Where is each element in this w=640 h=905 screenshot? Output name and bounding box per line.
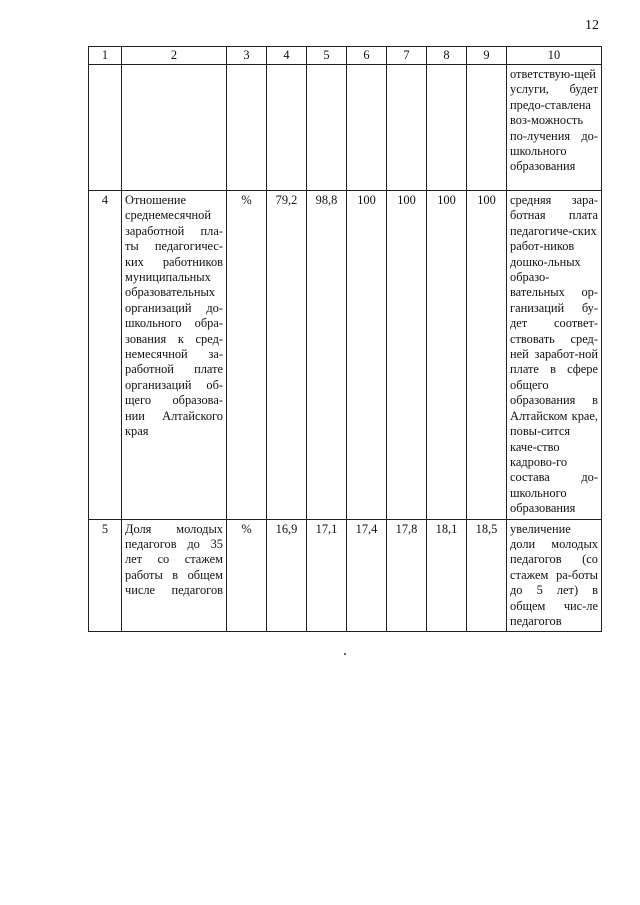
value-cell [347, 65, 387, 191]
table-header-row [89, 47, 602, 65]
expected-result: средняя зара-ботная плата педагогиче-ских работ-ников дошко-льных образо-вательных ор-ганизаций бу-дет соответ-ствовать сред-ней заработ-ной плате в сфере общего образования в Алтайском крае, повы-сится каче-ство кадрово-го состава до-школьного образования [507, 191, 602, 520]
expected-result: увеличение доли молодых педагогов (со стажем ра-боты до 5 лет) в общем чис-ле педагогов [507, 519, 602, 632]
value-cell: 100 [347, 191, 387, 520]
table-row [89, 519, 602, 632]
column-header: 10 [507, 47, 602, 65]
column-header: 5 [307, 47, 347, 65]
value-cell: 79,2 [267, 191, 307, 520]
value-cell [307, 65, 347, 191]
value-cell [267, 65, 307, 191]
value-cell: 18,1 [427, 519, 467, 632]
indicator-name: Доля молодых педагогов до 35 лет со стажем работы в общем числе педагогов [122, 519, 227, 632]
indicator-name [122, 65, 227, 191]
column-header: 2 [122, 47, 227, 65]
indicator-name: Отношение среднемесячной заработной пла-ты педагогичес-ких работников муниципальных образовательных организаций до-школьного обра-зования к сред-немесячной за-работной плате организаций об-щего образова-нии Алтайского края [122, 191, 227, 520]
column-header: 9 [467, 47, 507, 65]
column-header: 7 [387, 47, 427, 65]
value-cell: 18,5 [467, 519, 507, 632]
value-cell [467, 65, 507, 191]
value-cell: 17,8 [387, 519, 427, 632]
value-cell: 100 [467, 191, 507, 520]
value-cell: 100 [387, 191, 427, 520]
value-cell: 17,1 [307, 519, 347, 632]
row-number: 4 [89, 191, 122, 520]
unit-cell: % [227, 191, 267, 520]
row-number: 5 [89, 519, 122, 632]
column-header: 1 [89, 47, 122, 65]
value-cell: 100 [427, 191, 467, 520]
page-number: 12 [585, 18, 599, 33]
expected-result: ответствую-щей услуги, будет предо-ставлена воз-можность по-лучения до-школьного образования [507, 65, 602, 191]
unit-cell: % [227, 519, 267, 632]
table-row [89, 191, 602, 520]
stray-mark [344, 653, 346, 655]
unit-cell [227, 65, 267, 191]
column-header: 3 [227, 47, 267, 65]
table-row [89, 65, 602, 191]
value-cell: 16,9 [267, 519, 307, 632]
indicators-table [88, 46, 602, 632]
value-cell: 17,4 [347, 519, 387, 632]
column-header: 6 [347, 47, 387, 65]
column-header: 4 [267, 47, 307, 65]
value-cell [427, 65, 467, 191]
row-number [89, 65, 122, 191]
column-header: 8 [427, 47, 467, 65]
value-cell [387, 65, 427, 191]
value-cell: 98,8 [307, 191, 347, 520]
